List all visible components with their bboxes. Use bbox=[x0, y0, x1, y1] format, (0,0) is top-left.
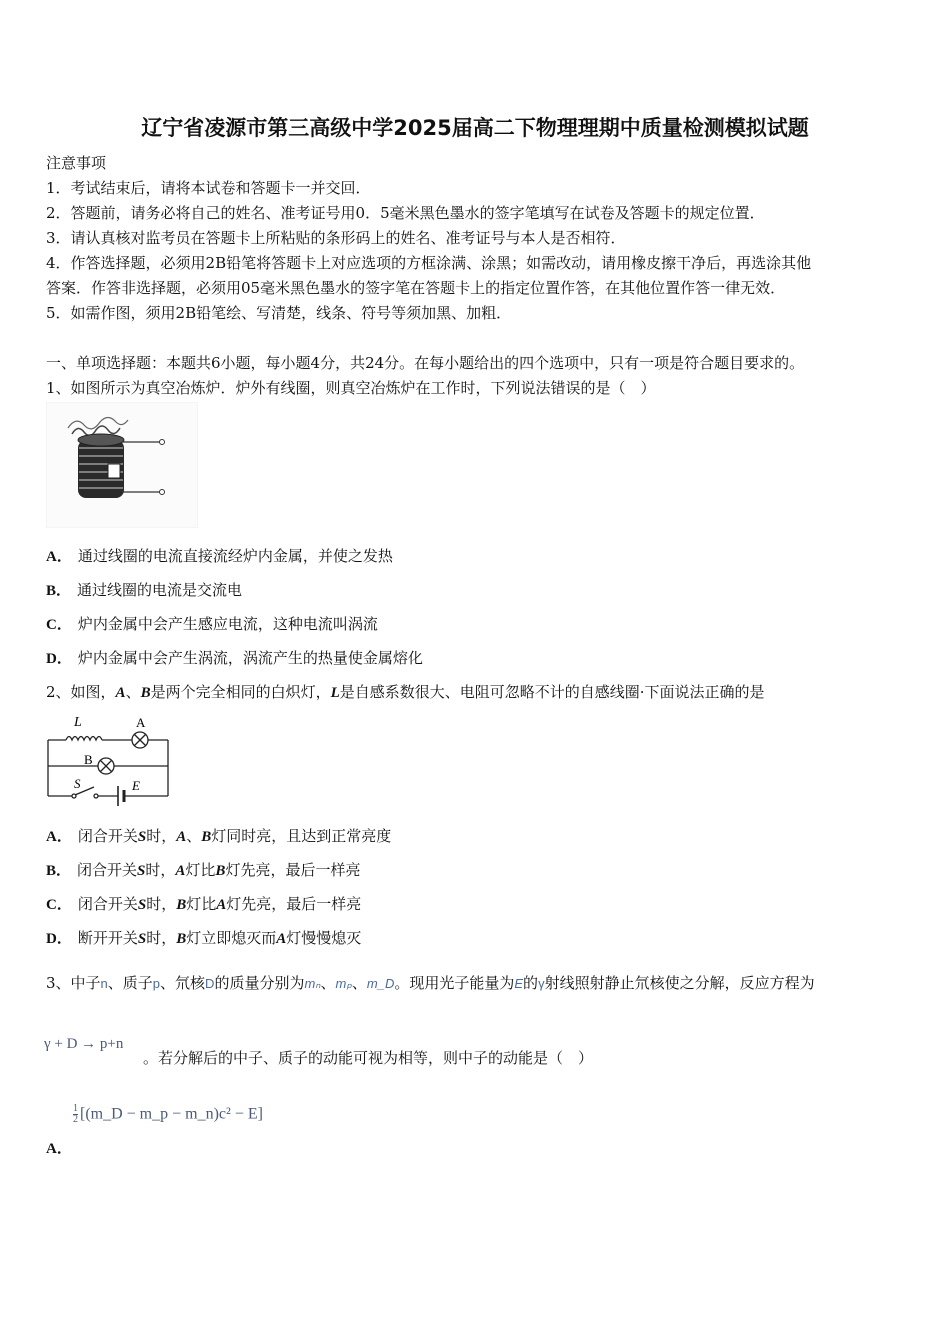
option-label: C． bbox=[46, 617, 72, 633]
section-heading: 一、单项选择题：本题共6小题，每小题4分，共24分。在每小题给出的四个选项中，只有一项是符合题目要求的。 bbox=[46, 354, 805, 372]
option-text: 时， bbox=[146, 827, 177, 845]
option-label: C． bbox=[46, 897, 72, 913]
q2-stem bbox=[46, 681, 765, 702]
q1-stem: 1、如图所示为真空冶炼炉．炉外有线圈，则真空冶炼炉在工作时，下列说法错误的是（ ） bbox=[46, 379, 656, 397]
q2-stem-suffix: 是自感系数很大、电阻可忽略不计的自感线圈·下面说法正确的是 bbox=[339, 683, 765, 701]
option-text: 闭合开关 bbox=[77, 861, 138, 879]
energy-symbol: E bbox=[514, 976, 524, 991]
q2-stem-prefix: 2、如图， bbox=[46, 683, 116, 701]
option-label: B． bbox=[46, 583, 72, 599]
lamp-symbol: A bbox=[175, 863, 186, 879]
lamp-a-symbol: A bbox=[115, 685, 126, 701]
q3-text: 的 bbox=[523, 974, 539, 992]
fig-label-s: S bbox=[74, 776, 81, 791]
q3-text: 、质子 bbox=[107, 974, 153, 992]
notice-item: 答案．作答非选择题，必须用05毫米黑色墨水的签字笔在答题卡上的指定位置作答，在其他位置作答一律无效． bbox=[46, 279, 786, 297]
fraction-denominator: 2 bbox=[73, 1114, 78, 1125]
option-text: 闭合开关 bbox=[77, 895, 138, 913]
proton-symbol: p bbox=[152, 976, 161, 991]
q2-option bbox=[46, 859, 360, 880]
fig-label-l: L bbox=[74, 715, 82, 730]
option-text: 灯比 bbox=[186, 895, 217, 913]
q3-text: 、 bbox=[320, 974, 336, 992]
option-text: 时， bbox=[146, 895, 177, 913]
vacuum-furnace-figure bbox=[46, 402, 198, 528]
notice-item: 5．如需作图，须用2B铅笔绘、写清楚，线条、符号等须加黑、加粗． bbox=[46, 304, 512, 322]
notice-item: 3．请认真核对监考员在答题卡上所粘贴的条形码上的姓名、准考证号与本人是否相符． bbox=[46, 229, 626, 247]
option-text: 灯比 bbox=[185, 861, 216, 879]
formula-body: [(m_D − m_p − m_n)c² − E] bbox=[80, 1105, 263, 1123]
option-text: 时， bbox=[145, 861, 176, 879]
q2-option bbox=[46, 825, 391, 846]
page-title: 辽宁省凌源市第三高级中学2025届高二下物理理期中质量检测模拟试题 bbox=[141, 116, 809, 140]
q1-option bbox=[46, 613, 378, 634]
q3-stem bbox=[46, 972, 815, 993]
mass-p-symbol: mₚ bbox=[335, 976, 352, 991]
lamp-symbol: B bbox=[201, 829, 212, 845]
deuteron-symbol: D bbox=[205, 976, 215, 991]
neutron-symbol: n bbox=[100, 976, 108, 991]
option-text: 通过线圈的电流是交流电 bbox=[77, 581, 243, 599]
option-label: A． bbox=[46, 549, 72, 565]
lamp-symbol: A bbox=[176, 829, 187, 845]
q3-option-a bbox=[46, 1137, 78, 1158]
option-text: 灯先亮，最后一样亮 bbox=[226, 895, 362, 913]
option-text: 灯立即熄灭而 bbox=[186, 929, 277, 947]
reaction-equation: γ + D → p+n bbox=[44, 1036, 124, 1052]
q3-stem-end: 。若分解后的中子、质子的动能可视为相等，则中子的动能是（ ） bbox=[143, 1049, 594, 1067]
option-label: A． bbox=[46, 829, 72, 845]
q3-text: 。现用光子能量为 bbox=[394, 974, 515, 992]
q2-option bbox=[46, 893, 361, 914]
notice-item: 4．作答选择题，必须用2B铅笔将答题卡上对应选项的方框涂满、涂黑；如需改动，请用橡皮擦干净后，再选涂其他 bbox=[46, 254, 812, 272]
q3-text: 的质量分别为 bbox=[214, 974, 305, 992]
q3-text: 、 bbox=[351, 974, 367, 992]
option-label: A． bbox=[46, 1141, 72, 1157]
option-text: 炉内金属中会产生感应电流，这种电流叫涡流 bbox=[77, 615, 378, 633]
option-text: 、 bbox=[186, 827, 202, 845]
switch-symbol: S bbox=[137, 829, 147, 845]
switch-symbol: S bbox=[137, 897, 147, 913]
option-text: 灯慢慢熄灭 bbox=[286, 929, 362, 947]
option-text: 时， bbox=[146, 929, 177, 947]
circuit-figure bbox=[44, 710, 174, 808]
notice-item: 1．考试结束后，请将本试卷和答题卡一并交回． bbox=[46, 179, 371, 197]
option-text: 通过线圈的电流直接流经炉内金属，并使之发热 bbox=[77, 547, 393, 565]
q2-option bbox=[46, 927, 361, 948]
lamp-symbol: B bbox=[215, 863, 226, 879]
gamma-symbol: γ bbox=[538, 976, 545, 991]
q1-option bbox=[46, 579, 242, 600]
q3-text: 3、中子 bbox=[46, 974, 101, 992]
option-text: 闭合开关 bbox=[77, 827, 138, 845]
q2-sep: 、 bbox=[125, 683, 141, 701]
fig-label-e: E bbox=[132, 778, 140, 793]
switch-symbol: S bbox=[137, 931, 147, 947]
q1-option bbox=[46, 545, 393, 566]
lamp-symbol: A bbox=[216, 897, 227, 913]
notice-item: 2．答题前，请务必将自己的姓名、准考证号用0．5毫米黑色墨水的签字笔填写在试卷及答题卡的规定位置． bbox=[46, 204, 765, 222]
option-label: B． bbox=[46, 863, 72, 879]
mass-n-symbol: mₙ bbox=[304, 976, 321, 991]
fraction bbox=[73, 1104, 78, 1125]
q3-text: 、氘核 bbox=[160, 974, 206, 992]
notice-heading: 注意事项 bbox=[46, 154, 107, 172]
option-a-formula bbox=[73, 1104, 263, 1125]
lamp-symbol: B bbox=[176, 897, 187, 913]
option-text: 断开开关 bbox=[77, 929, 138, 947]
lamp-b-symbol: B bbox=[140, 685, 151, 701]
fraction-numerator: 1 bbox=[73, 1103, 78, 1114]
switch-symbol: S bbox=[137, 863, 146, 879]
inductor-symbol: L bbox=[330, 685, 340, 701]
option-label: D． bbox=[46, 651, 72, 667]
q1-option bbox=[46, 647, 423, 668]
option-text: 炉内金属中会产生涡流，涡流产生的热量使金属熔化 bbox=[77, 649, 423, 667]
q2-stem-mid: 是两个完全相同的白炽灯， bbox=[150, 683, 331, 701]
option-text: 灯先亮，最后一样亮 bbox=[225, 861, 361, 879]
fig-label-a: A bbox=[136, 715, 146, 730]
option-label: D． bbox=[46, 931, 72, 947]
fig-label-b: B bbox=[84, 752, 93, 767]
mass-d-symbol: m_D bbox=[366, 976, 395, 991]
lamp-symbol: A bbox=[276, 931, 287, 947]
lamp-symbol: B bbox=[176, 931, 187, 947]
option-text: 灯同时亮，且达到正常亮度 bbox=[211, 827, 392, 845]
q3-text: 射线照射静止氘核使之分解，反应方程为 bbox=[544, 974, 815, 992]
